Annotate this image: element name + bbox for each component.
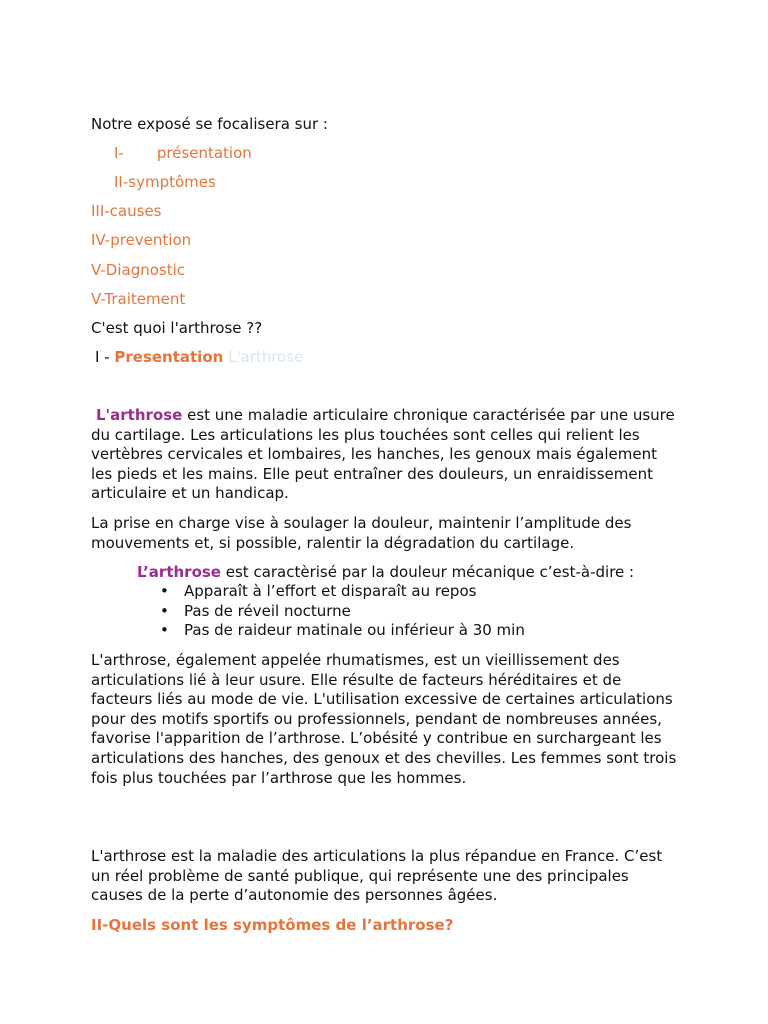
paragraph-characteristic [137, 563, 697, 583]
paragraph-treatment: La prise en charge vise à soulager la douleur, maintenir l’amplitude des mouvements et, si possible, ralentir la dégradation du cartilage. [91, 514, 632, 552]
toc-item-causes: III-causes [91, 202, 162, 220]
section1-prefix: I - [95, 348, 115, 366]
intro-text: Notre exposé se focalisera sur : [91, 115, 328, 133]
bullet-item: • Apparaît à l’effort et disparaît au repos [160, 582, 525, 602]
symptom-bullet-list [160, 582, 525, 641]
arthrose-term: L’arthrose [137, 563, 221, 581]
toc-item-symptomes: II-symptômes [114, 173, 216, 191]
paragraph-public-health: L'arthrose est la maladie des articulations la plus répandue en France. C’est un réel problème de santé publique, qui représente une des principales causes de la perte d’autonomie des personnes âgées. [91, 847, 663, 905]
section1-faded-text: L'arthrose [228, 348, 304, 366]
toc-item-number: I- [114, 144, 124, 162]
paragraph-definition [91, 406, 681, 504]
toc-item-prevention: IV-prevention [91, 231, 192, 249]
toc-item-diagnostic: V-Diagnostic [91, 261, 186, 279]
toc-item-presentation [114, 143, 252, 163]
paragraph-definition-text: est une maladie articulaire chronique caractérisée par une usure du cartilage. Les articulations les plus touchées sont celles qui relient les vertèbres cervicales et lombaires, les hanches, les genoux mais également les pieds et les mains. Elle peut entraîner des douleurs, un enraidissement articulaire et un handicap. [91, 406, 675, 503]
section1-title: Presentation [114, 348, 224, 366]
section2-heading: II-Quels sont les symptômes de l’arthrose? [91, 916, 454, 934]
toc-item-traitement: V-Traitement [91, 290, 186, 308]
toc-item-label: présentation [156, 144, 252, 162]
question-text: C'est quoi l'arthrose ?? [91, 319, 263, 337]
section1-heading [95, 347, 303, 367]
bullet-item: • Pas de raideur matinale ou inférieur à 30 min [160, 621, 525, 641]
bullet-item: • Pas de réveil nocturne [160, 602, 525, 622]
arthrose-term: L'arthrose [96, 406, 183, 424]
paragraph-causes: L'arthrose, également appelée rhumatismes, est un vieillissement des articulations lié à leur usure. Elle résulte de facteurs héréditaires et de facteurs liés au mode de vie. L'utilisation excessive de certaines articulations pour des motifs sportifs ou professionnels, pendant de nombreuses années, favorise l'apparition de l’arthrose. L’obésité y contribue en surchargeant les articulations des hanches, des genoux et des chevilles. Les femmes sont trois fois plus touchées par l’arthrose que les hommes. [91, 651, 677, 787]
paragraph-characteristic-text: est caractèrisé par la douleur mécanique c’est-à-dire : [220, 563, 635, 581]
